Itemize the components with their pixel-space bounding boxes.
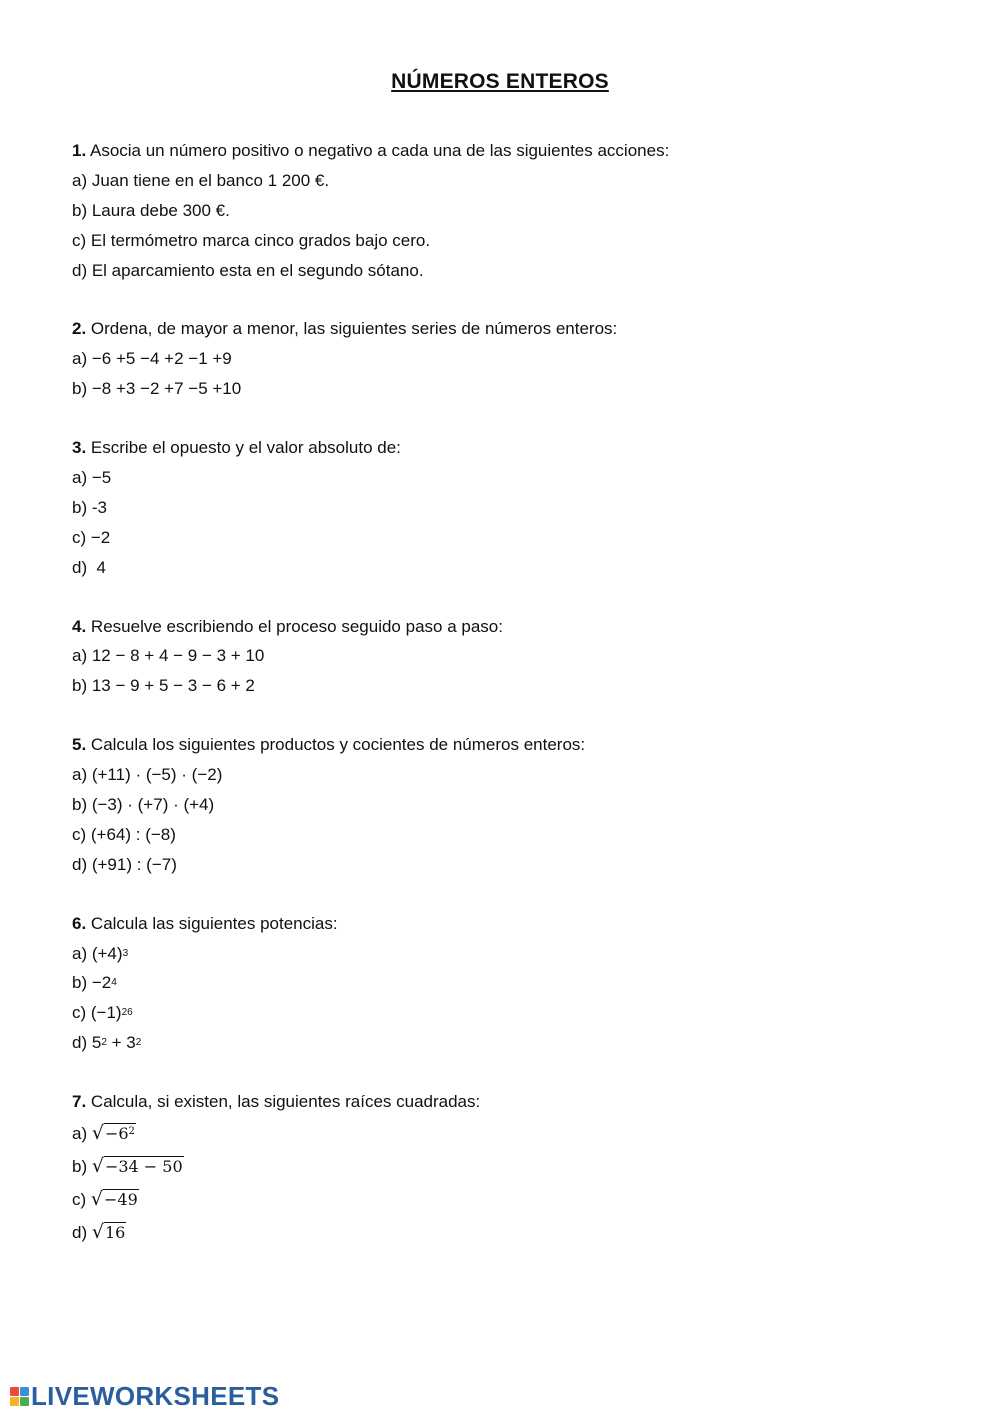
exercise-item: d) (+91) : (−7) <box>72 854 177 874</box>
exercise-5 <box>72 730 932 879</box>
exercise-text: Calcula, si existen, las siguientes raíces cuadradas: <box>90 1092 481 1112</box>
exercise-6 <box>72 909 932 1058</box>
exercise-prompt <box>72 314 932 344</box>
radical-sign: √ <box>91 1122 104 1145</box>
exercise-item: b) 13 − 9 + 5 − 3 − 6 + 2 <box>72 676 255 696</box>
exercise-item: a) Juan tiene en el banco 1 200 €. <box>72 170 330 190</box>
exercise-number: 6. <box>72 913 87 933</box>
exercise-prompt <box>72 730 932 760</box>
item-label: c) <box>72 1003 91 1023</box>
item-label: a) <box>72 1124 92 1144</box>
exercise-number: 1. <box>72 141 87 160</box>
power-base: (+4) <box>91 943 123 963</box>
exercise-item: c) −2 <box>72 527 111 547</box>
radicand-value: 16 <box>104 1223 126 1243</box>
exercise-text: Calcula las siguientes potencias: <box>90 913 338 933</box>
exercise-prompt <box>72 909 932 939</box>
item-label: b) <box>72 1157 92 1177</box>
radicand <box>104 1156 184 1177</box>
exercise-3 <box>72 433 932 582</box>
power-item <box>72 939 932 969</box>
liveworksheets-logo-icon <box>10 1387 29 1406</box>
exercise-text: Asocia un número positivo o negativo a cada una de las siguientes acciones: <box>89 141 670 160</box>
exercise-4 <box>72 612 932 702</box>
exercise-list <box>72 136 932 1278</box>
exercise-number: 5. <box>72 735 87 755</box>
exercise-item: d) 4 <box>72 557 107 577</box>
exercise-item: a) −5 <box>72 468 112 488</box>
exercise-number: 3. <box>72 438 87 458</box>
square-root <box>92 1117 136 1150</box>
radicand <box>103 1189 139 1210</box>
power-base: −2 <box>91 973 112 993</box>
root-item <box>72 1216 932 1249</box>
power-base: (−1) <box>90 1003 122 1023</box>
square-root <box>91 1183 139 1216</box>
exercise-text: Resuelve escribiendo el proceso seguido paso a paso: <box>90 616 503 636</box>
radicand <box>104 1123 136 1144</box>
exercise-item: a) 12 − 8 + 4 − 9 − 3 + 10 <box>72 646 265 666</box>
root-item <box>72 1183 932 1216</box>
exercise-text: Ordena, de mayor a menor, las siguientes series de números enteros: <box>90 319 618 339</box>
power-base: 5 <box>91 1033 102 1053</box>
item-label: d) <box>72 1223 92 1243</box>
exercise-text: Calcula los siguientes productos y cocientes de números enteros: <box>90 735 586 755</box>
exercise-item: c) El termómetro marca cinco grados bajo cero. <box>72 230 431 250</box>
power-operator: + <box>106 1033 127 1053</box>
power-exponent: 3 <box>122 947 129 959</box>
exercise-2 <box>72 314 932 404</box>
root-item <box>72 1117 932 1150</box>
power-exponent: 26 <box>121 1007 133 1019</box>
exercise-number: 4. <box>72 616 87 636</box>
item-label: d) <box>72 1033 92 1053</box>
item-label: b) <box>72 973 92 993</box>
power-exponent: 2 <box>135 1037 142 1049</box>
item-label: c) <box>72 1190 91 1210</box>
item-label: a) <box>72 943 92 963</box>
exercise-item: b) -3 <box>72 497 107 517</box>
exercise-item: b) (−3) · (+7) · (+4) <box>72 795 215 815</box>
radicand-value: −6 <box>104 1124 129 1144</box>
exercise-number: 2. <box>72 319 87 339</box>
brand-name: LIVEWORKSHEETS <box>31 1380 280 1411</box>
exercise-item: a) (+11) · (−5) · (−2) <box>72 765 223 785</box>
radicand-value: −49 <box>104 1190 138 1210</box>
exercise-prompt <box>72 1087 932 1117</box>
footer-logo[interactable] <box>10 1380 279 1412</box>
exercise-prompt <box>72 136 932 166</box>
radicand <box>104 1222 126 1243</box>
radical-sign: √ <box>90 1188 103 1211</box>
radicand-value: −34 − 50 <box>104 1157 183 1177</box>
radical-sign: √ <box>91 1155 104 1178</box>
exercise-item: a) −6 +5 −4 +2 −1 +9 <box>72 349 232 369</box>
exercise-prompt <box>72 612 932 642</box>
page-title: NÚMEROS ENTEROS <box>391 70 609 93</box>
radicand-exponent: 2 <box>128 1126 135 1138</box>
square-root <box>92 1216 126 1249</box>
power-item <box>72 998 932 1028</box>
exercise-item: b) −8 +3 −2 +7 −5 +10 <box>72 379 242 399</box>
exercise-number: 7. <box>72 1092 87 1112</box>
square-root <box>92 1150 184 1183</box>
exercise-1 <box>72 136 932 285</box>
exercise-item: b) Laura debe 300 €. <box>72 200 230 220</box>
power-exponent: 4 <box>111 977 117 989</box>
exercise-item: c) (+64) : (−8) <box>72 824 176 844</box>
exercise-text: Escribe el opuesto y el valor absoluto de: <box>90 438 401 458</box>
exercise-7 <box>72 1087 932 1249</box>
exercise-prompt <box>72 433 932 463</box>
exercise-item: d) El aparcamiento esta en el segundo sótano. <box>72 260 424 280</box>
power-item <box>72 968 932 998</box>
root-item <box>72 1150 932 1183</box>
power-item <box>72 1028 932 1058</box>
power-exponent: 2 <box>101 1037 107 1049</box>
radical-sign: √ <box>91 1221 104 1244</box>
power-base: 3 <box>126 1033 136 1053</box>
